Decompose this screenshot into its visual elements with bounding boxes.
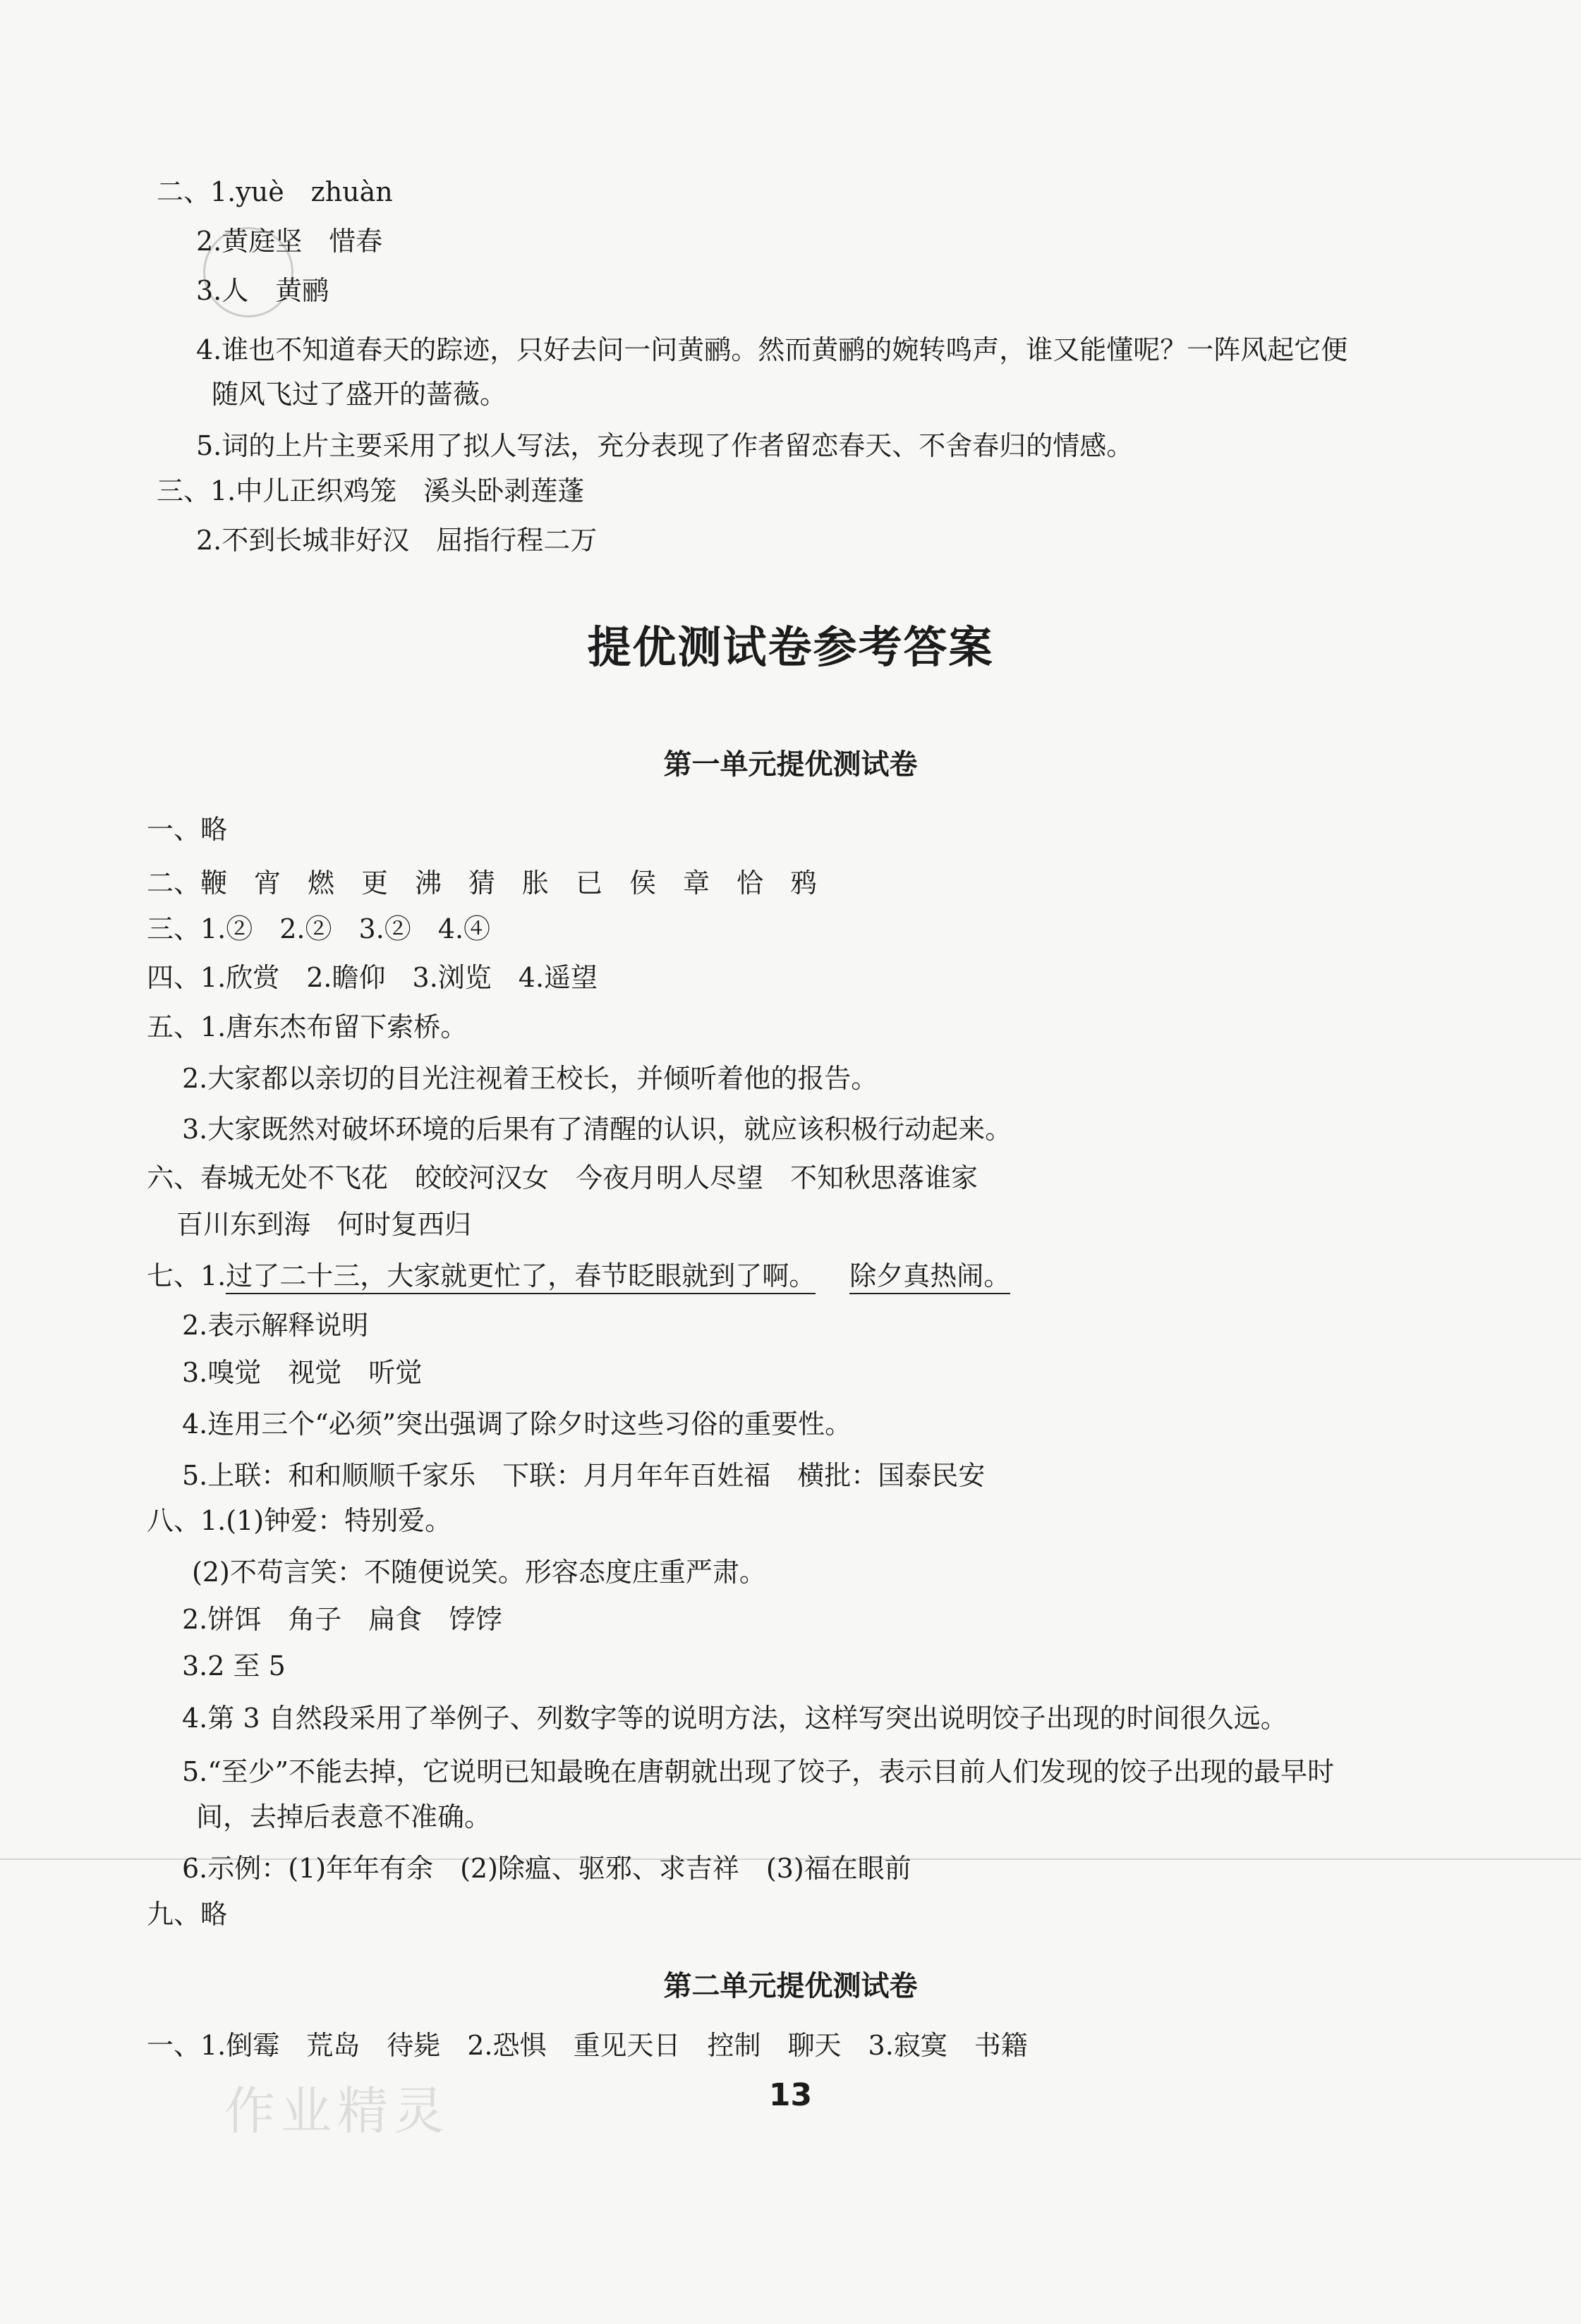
answer-line: 3.人 黄鹂 bbox=[196, 275, 329, 306]
answer-line: 八、1.(1)钟爱：特别爱。 bbox=[147, 1505, 452, 1536]
answer-line: 4.谁也不知道春天的踪迹，只好去问一问黄鹂。然而黄鹂的婉转鸣声，谁又能懂呢？一阵风起它便 bbox=[196, 334, 1348, 365]
answer-line: 5.词的上片主要采用了拟人写法，充分表现了作者留恋春天、不舍春归的情感。 bbox=[196, 430, 1134, 461]
answer-line: 三、1.② 2.② 3.② 4.④ bbox=[147, 913, 491, 944]
answer-line: 二、1.yuè zhuàn bbox=[157, 176, 393, 207]
answer-line: 三、1.中儿正织鸡笼 溪头卧剥莲蓬 bbox=[157, 475, 585, 506]
answer-line: 间，去掉后表意不准确。 bbox=[196, 1801, 492, 1832]
section-title: 第二单元提优测试卷 bbox=[663, 1970, 918, 2002]
answer-line: 百川东到海 何时复西归 bbox=[176, 1209, 472, 1240]
answer-line: 6.示例：(1)年年有余 (2)除瘟、驱邪、求吉祥 (3)福在眼前 bbox=[182, 1853, 911, 1884]
answer-line: 2.黄庭坚 惜春 bbox=[196, 226, 383, 257]
page-number: 13 bbox=[768, 2077, 813, 2113]
answer-line: 2.大家都以亲切的目光注视着王校长，并倾听着他的报告。 bbox=[182, 1063, 878, 1094]
answer-line: (2)不苟言笑：不随便说笑。形容态度庄重严肃。 bbox=[192, 1557, 766, 1588]
answer-line: 2.不到长城非好汉 屈指行程二万 bbox=[196, 525, 598, 556]
answer-prefix: 七、1. bbox=[147, 1260, 226, 1291]
answer-line: 4.连用三个“必须”突出强调了除夕时这些习俗的重要性。 bbox=[182, 1409, 852, 1440]
answer-line: 5.上联：和和顺顺千家乐 下联：月月年年百姓福 横批：国泰民安 bbox=[182, 1460, 986, 1491]
answer-line: 一、1.倒霉 荒岛 待毙 2.恐惧 重见天日 控制 聊天 3.寂寞 书籍 bbox=[147, 2030, 1028, 2061]
page-title: 提优测试卷参考答案 bbox=[587, 621, 994, 673]
watermark: 作业精灵 bbox=[224, 2081, 451, 2141]
answer-line: 3.2 至 5 bbox=[182, 1650, 286, 1681]
answer-line: 九、略 bbox=[147, 1899, 228, 1930]
answer-line: 2.饼饵 角子 扁食 饽饽 bbox=[182, 1604, 503, 1635]
answer-line: 二、鞭 宵 燃 更 沸 猜 胀 已 侯 章 恰 鸦 bbox=[147, 868, 818, 899]
answer-line: 五、1.唐东杰布留下索桥。 bbox=[147, 1011, 468, 1042]
answer-line: 4.第 3 自然段采用了举例子、列数字等的说明方法，这样写突出说明饺子出现的时间很久远。 bbox=[182, 1703, 1288, 1734]
underlined-sentence: 除夕真热闹。 bbox=[849, 1260, 1010, 1294]
answer-line: 5.“至少”不能去掉，它说明已知最晚在唐朝就出现了饺子，表示目前人们发现的饺子出现的最早时 bbox=[182, 1756, 1335, 1787]
answer-line: 一、略 bbox=[147, 814, 228, 845]
underlined-sentence: 过了二十三，大家就更忙了，春节眨眼就到了啊。 bbox=[226, 1260, 816, 1294]
section-title: 第一单元提优测试卷 bbox=[663, 748, 918, 781]
answer-line: 六、春城无处不飞花 皎皎河汉女 今夜月明人尽望 不知秋思落谁家 bbox=[147, 1162, 979, 1193]
answer-line: 随风飞过了盛开的蔷薇。 bbox=[212, 379, 507, 410]
answer-line: 四、1.欣赏 2.瞻仰 3.浏览 4.遥望 bbox=[147, 962, 598, 993]
answer-line: 2.表示解释说明 bbox=[182, 1310, 369, 1341]
answer-line bbox=[147, 1259, 1010, 1293]
answer-line: 3.大家既然对破坏环境的后果有了清醒的认识，就应该积极行动起来。 bbox=[182, 1114, 1012, 1145]
answer-line: 3.嗅觉 视觉 听觉 bbox=[182, 1357, 423, 1388]
